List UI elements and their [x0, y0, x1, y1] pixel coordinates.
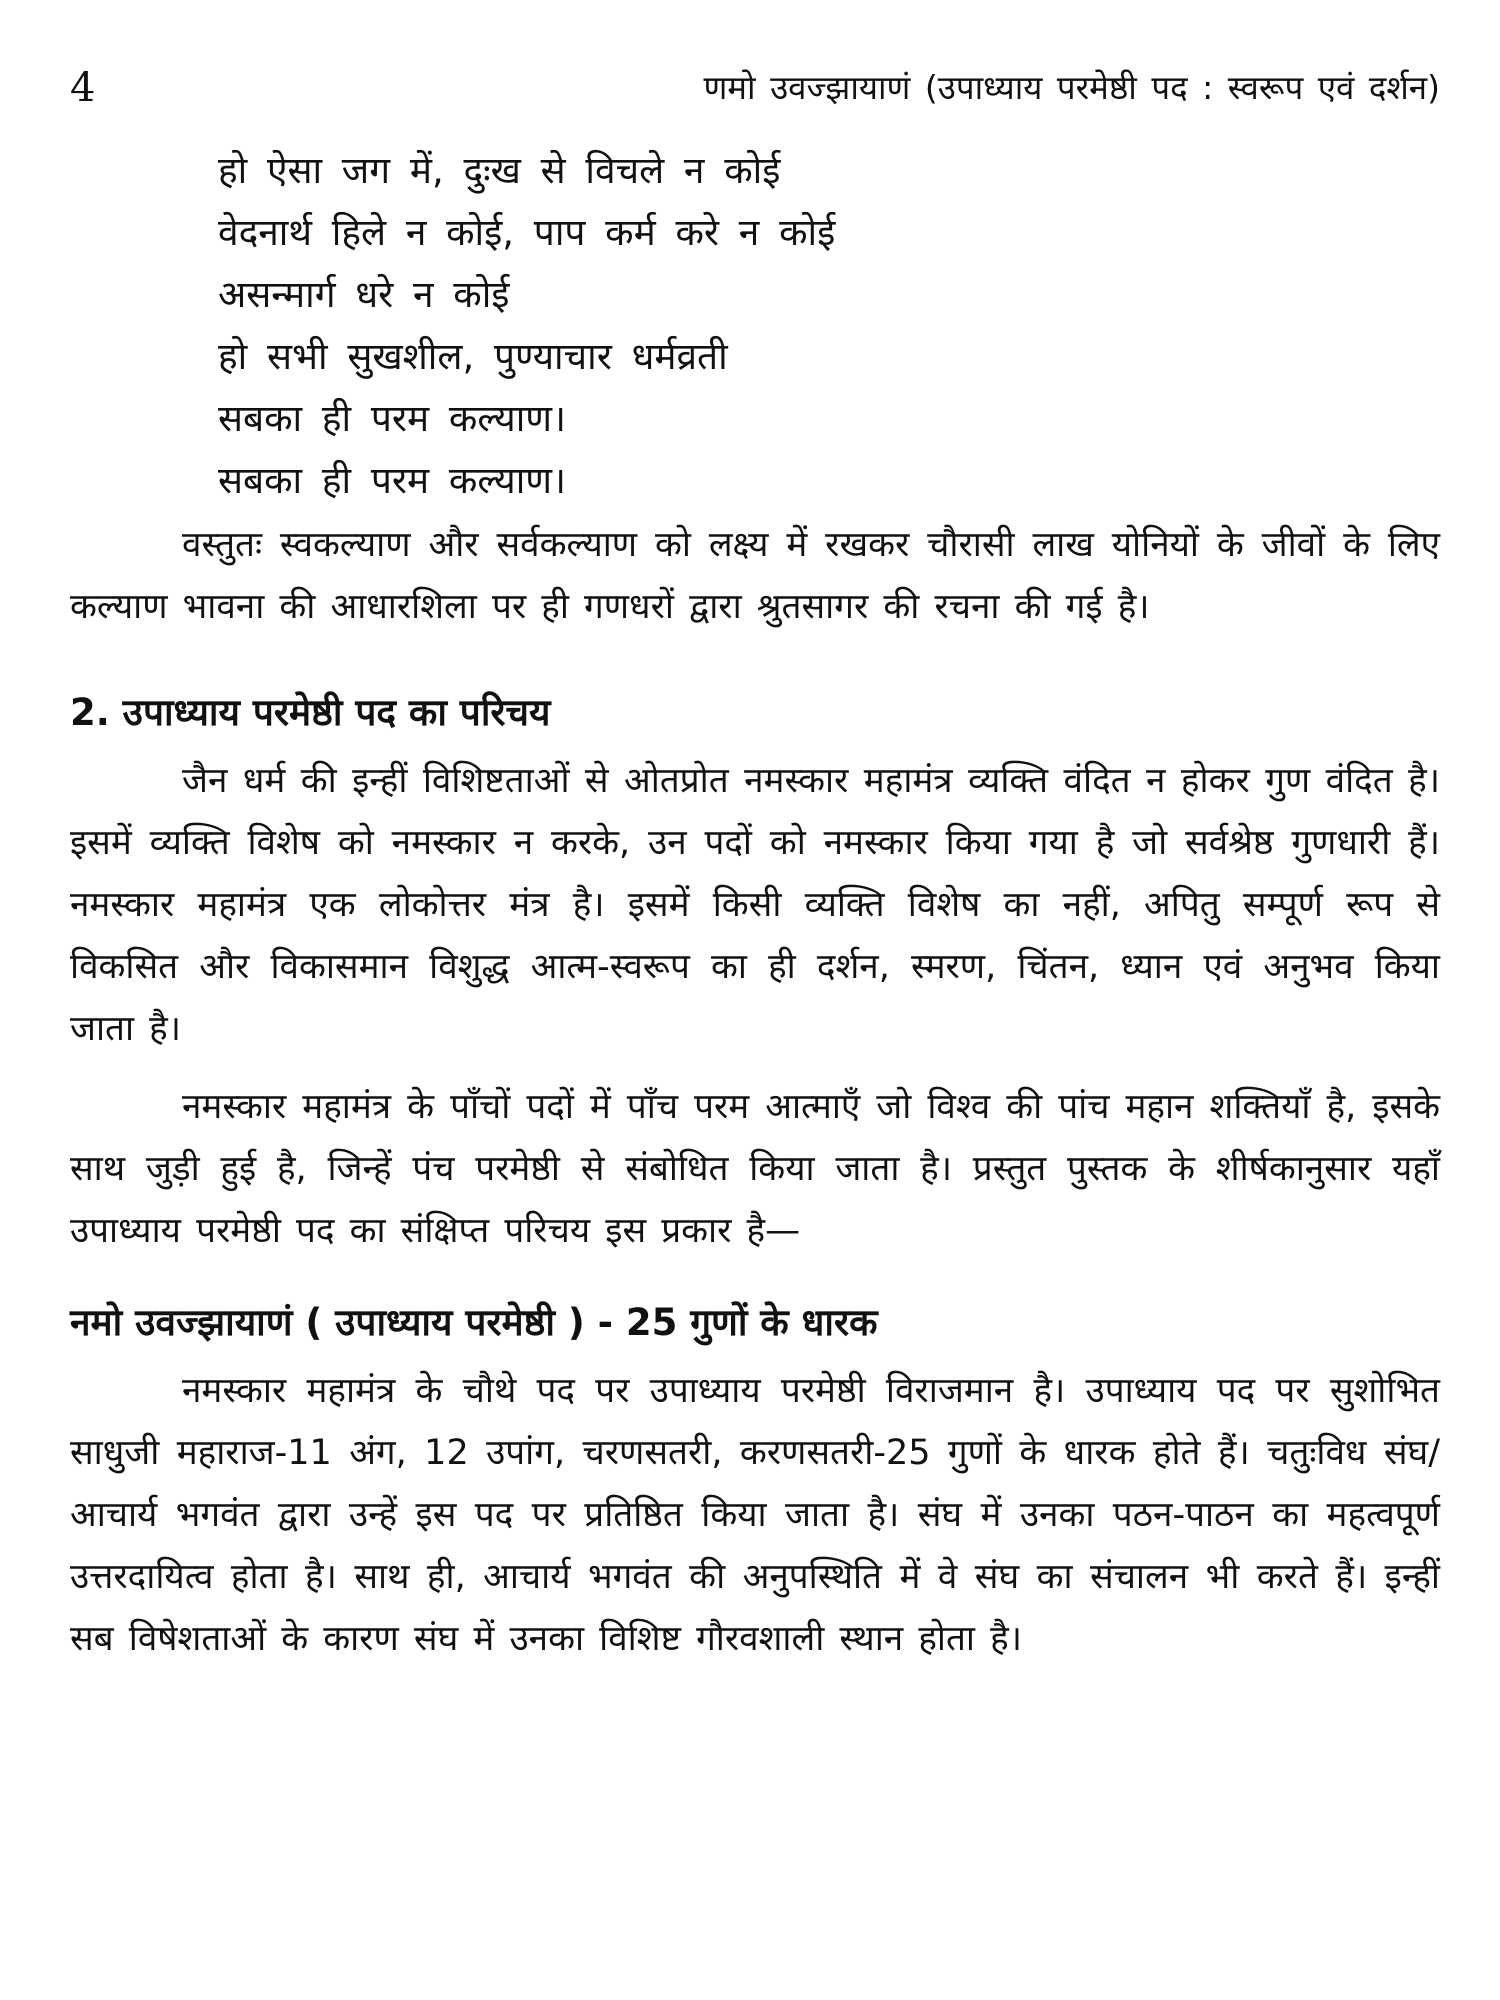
verse-line: वेदनार्थ हिले न कोई, पाप कर्म करे न कोई [218, 211, 836, 254]
section-heading: 2. उपाध्याय परमेष्ठी पद का परिचय [70, 691, 551, 734]
page-content [70, 140, 1440, 1670]
paragraph: जैन धर्म की इन्हीं विशिष्टताओं से ओतप्रोत नमस्कार महामंत्र व्यक्ति वंदित न होकर गुण वंदित है। इसमें व्यक्ति विशेष को नमस्कार न करके, उन पदों को नमस्कार किया गया है जो सर्वश्रेष्ठ गुणधारी हैं। नमस्कार महामंत्र एक लोकोत्तर मंत्र है। इसमें किसी व्यक्ति विशेष का नहीं, अपितु सम्पूर्ण रूप से विकसित और विकासमान विशुद्ध आत्म-स्वरूप का ही दर्शन, स्मरण, चिंतन, ध्यान एवं अनुभव किया जाता है। [70, 761, 1440, 1049]
verse-line: हो सभी सुखशील, पुण्याचार धर्मव्रती [218, 335, 728, 378]
paragraph: नमस्कार महामंत्र के चौथे पद पर उपाध्याय परमेष्ठी विराजमान है। उपाध्याय पद पर सुशोभित साधुजी महाराज-11 अंग, 12 उपांग, चरणसतरी, करणसतरी-25 गुणों के धारक होते हैं। चतुःविध संघ/आचार्य भगवंत द्वारा उन्हें इस पद पर प्रतिष्ठित किया जाता है। संघ में उनका पठन-पाठन का महत्वपूर्ण उत्तरदायित्व होता है। साथ ही, आचार्य भगवंत की अनुपस्थिति में वे संघ का संचालन भी करते हैं। इन्हीं सब विषेशताओं के कारण संघ में उनका विशिष्ट गौरवशाली स्थान होता है। [70, 1371, 1440, 1659]
verse-line: सबका ही परम कल्याण। [218, 459, 567, 502]
page-number: 4 [70, 65, 96, 111]
verse-block [218, 140, 1440, 512]
paragraph: वस्तुतः स्वकल्याण और सर्वकल्याण को लक्ष्य में रखकर चौरासी लाख योनियों के जीवों के लिए कल्याण भावना की आधारशिला पर ही गणधरों द्वारा श्रुतसागर की रचना की गई है। [70, 525, 1440, 627]
section-heading: नमो उवज्झायाणं ( उपाध्याय परमेष्ठी ) - 25 गुणों के धारक [70, 1301, 878, 1344]
verse-line: असन्मार्ग धरे न कोई [218, 273, 510, 316]
page-header [70, 58, 1440, 118]
running-head: णमो उवज्झायाणं (उपाध्याय परमेष्ठी पद : स्वरूप एवं दर्शन) [703, 68, 1440, 107]
verse-line: सबका ही परम कल्याण। [218, 397, 567, 440]
verse-line: हो ऐसा जग में, दुःख से विचले न कोई [218, 149, 781, 192]
paragraph: नमस्कार महामंत्र के पाँचों पदों में पाँच परम आत्माएँ जो विश्व की पांच महान शक्तियाँ है, इसके साथ जुड़ी हुई है, जिन्हें पंच परमेष्ठी से संबोधित किया जाता है। प्रस्तुत पुस्तक के शीर्षकानुसार यहाँ उपाध्याय परमेष्ठी पद का संक्षिप्त परिचय इस प्रकार है— [70, 1087, 1440, 1251]
